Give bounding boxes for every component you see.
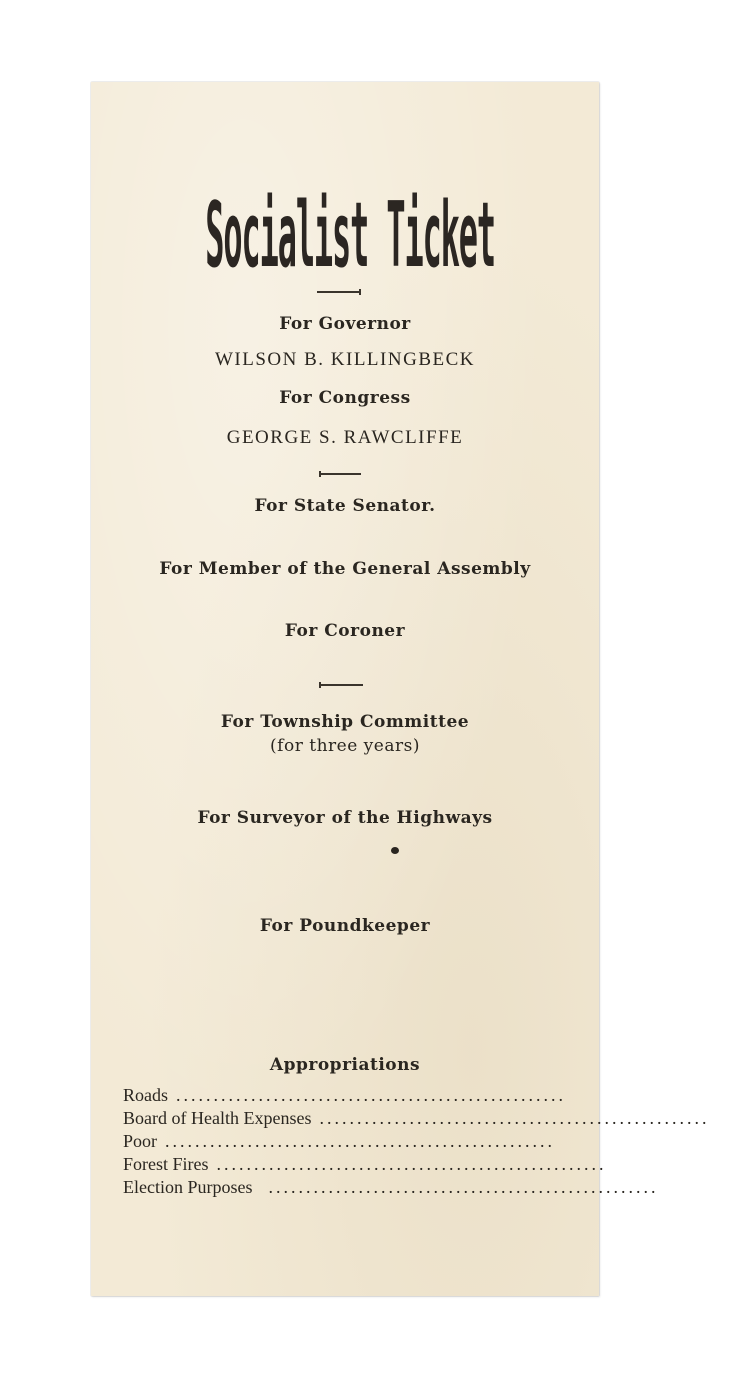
appropriation-row-roads: [123, 1084, 566, 1107]
dot-leader: ....................................................: [165, 1131, 556, 1151]
office-state-senator: For State Senator.: [254, 496, 436, 516]
appropriation-row-board-of-health: [123, 1107, 710, 1130]
appropriation-label: Roads: [123, 1085, 168, 1105]
office-general-assembly: For Member of the General Assembly: [159, 559, 531, 579]
appropriation-label: Forest Fires: [123, 1154, 209, 1174]
divider-rule: [317, 291, 361, 293]
appropriation-row-forest-fires: [123, 1153, 607, 1176]
appropriations-list: [123, 1084, 710, 1199]
appropriation-label: Election Purposes: [123, 1177, 253, 1197]
dot-leader: ....................................................: [216, 1154, 607, 1174]
candidate-congress: GEORGE S. RAWCLIFFE: [226, 427, 464, 448]
office-surveyor: For Surveyor of the Highways: [197, 808, 493, 828]
dot-leader: ....................................................: [319, 1108, 710, 1128]
ballot-ticket: [91, 82, 710, 1296]
office-congress: For Congress: [279, 388, 411, 408]
appropriations-title: Appropriations: [269, 1055, 421, 1075]
dot-leader: ....................................................: [176, 1085, 566, 1105]
office-governor: For Governor: [279, 314, 411, 334]
appropriation-label: Board of Health Expenses: [123, 1108, 312, 1128]
ink-dot: [391, 847, 399, 854]
ticket-title: Socialist Ticket: [205, 182, 495, 288]
divider-rule: [319, 684, 363, 686]
office-township-committee: For Township Committee: [220, 712, 470, 732]
office-coroner: For Coroner: [284, 621, 406, 641]
appropriation-label: Poor: [123, 1131, 158, 1151]
township-term-note: (for three years): [270, 736, 420, 756]
divider-rule: [319, 473, 361, 475]
appropriation-row-election-purposes: [123, 1176, 659, 1199]
candidate-governor: WILSON B. KILLINGBECK: [214, 349, 475, 370]
dot-leader: ....................................................: [268, 1177, 659, 1197]
office-poundkeeper: For Poundkeeper: [259, 916, 431, 936]
appropriation-row-poor: [123, 1130, 556, 1153]
